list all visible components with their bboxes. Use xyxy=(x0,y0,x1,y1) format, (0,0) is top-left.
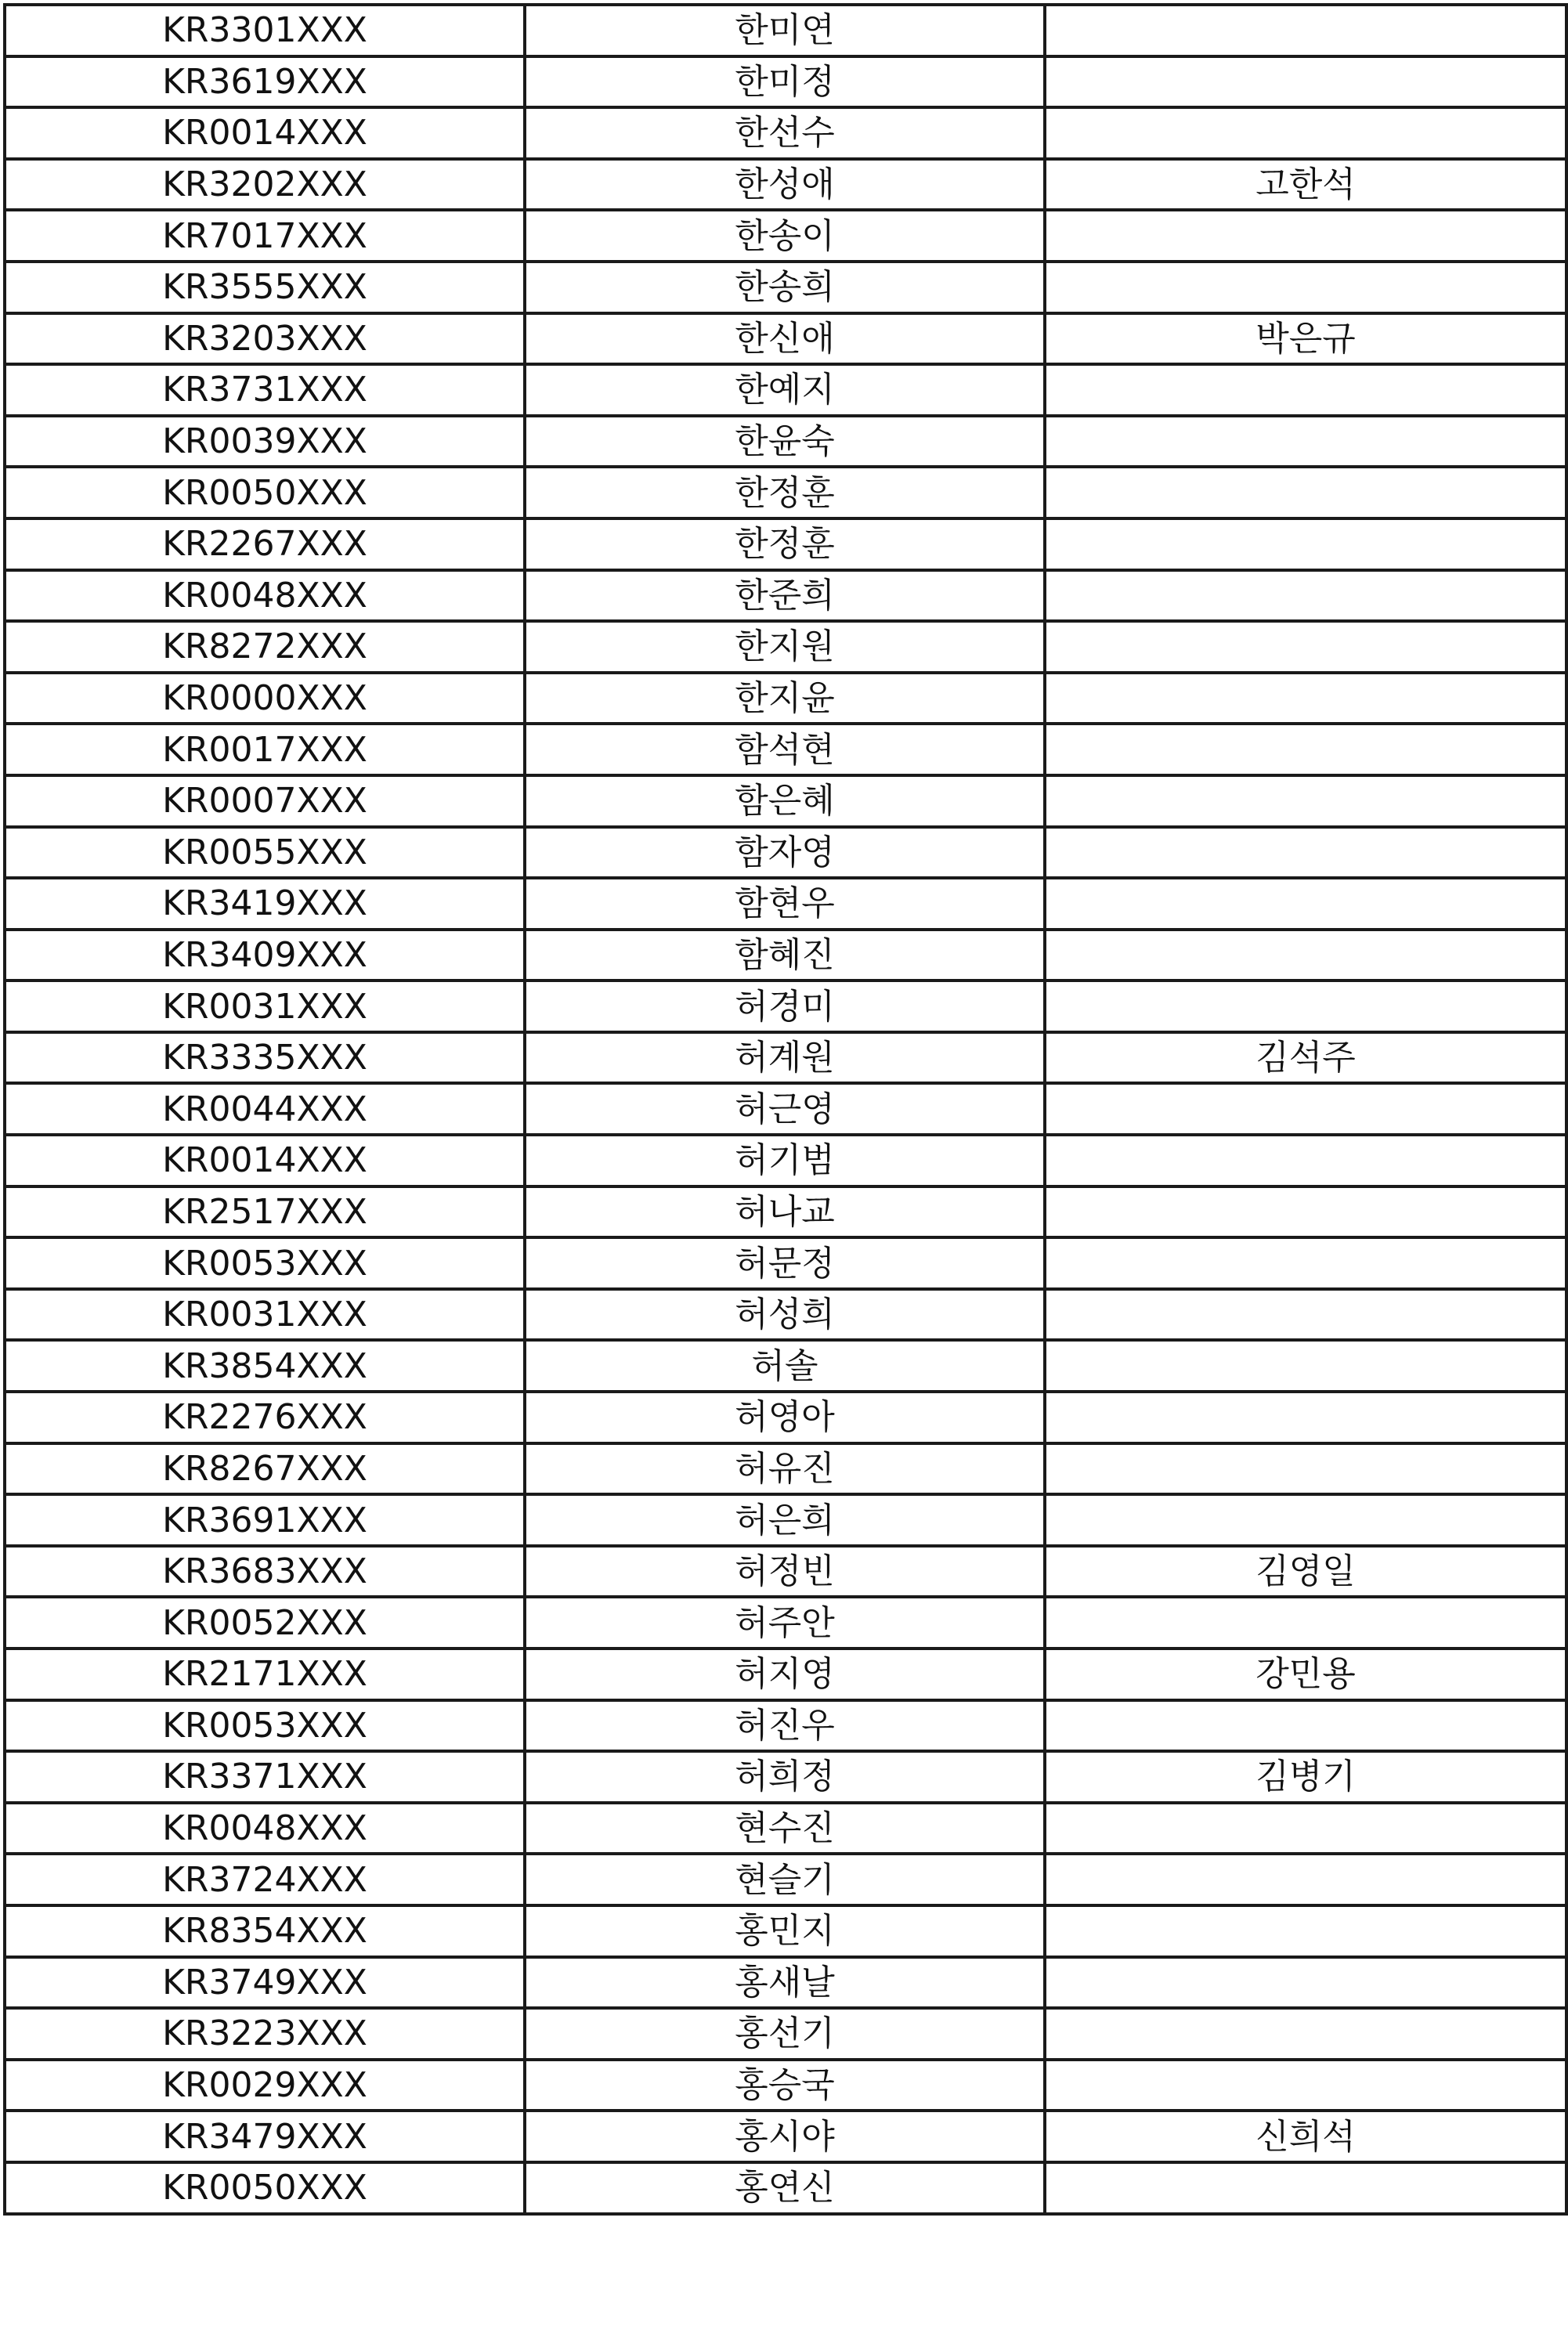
cell-id: KR8267XXX xyxy=(5,1443,525,1495)
cell-note xyxy=(1045,210,1566,262)
cell-note: 김영일 xyxy=(1045,1546,1566,1598)
cell-note xyxy=(1045,1340,1566,1392)
cell-note xyxy=(1045,1803,1566,1854)
cell-name: 허문정 xyxy=(525,1237,1045,1289)
table-row xyxy=(5,827,1566,879)
cell-name: 허성희 xyxy=(525,1289,1045,1341)
table-row xyxy=(5,1340,1566,1392)
cell-id: KR0031XXX xyxy=(5,1289,525,1341)
roster-sheet xyxy=(3,3,1565,2216)
cell-id: KR3223XXX xyxy=(5,2008,525,2060)
table-row xyxy=(5,313,1566,365)
cell-id: KR2517XXX xyxy=(5,1186,525,1238)
cell-name: 함석현 xyxy=(525,724,1045,775)
cell-name: 현수진 xyxy=(525,1803,1045,1854)
cell-name: 허경미 xyxy=(525,980,1045,1032)
cell-note xyxy=(1045,1135,1566,1186)
cell-note xyxy=(1045,930,1566,981)
cell-id: KR0053XXX xyxy=(5,1237,525,1289)
cell-note xyxy=(1045,878,1566,930)
cell-id: KR0014XXX xyxy=(5,1135,525,1186)
cell-id: KR8354XXX xyxy=(5,1905,525,1957)
table-row xyxy=(5,2008,1566,2060)
cell-note xyxy=(1045,107,1566,159)
cell-note: 강민용 xyxy=(1045,1649,1566,1700)
table-row xyxy=(5,1905,1566,1957)
cell-note xyxy=(1045,467,1566,518)
cell-name: 함혜진 xyxy=(525,930,1045,981)
cell-note xyxy=(1045,724,1566,775)
table-row xyxy=(5,364,1566,416)
table-row xyxy=(5,1186,1566,1238)
cell-note: 신희석 xyxy=(1045,2111,1566,2162)
cell-name: 허유진 xyxy=(525,1443,1045,1495)
cell-id: KR0055XXX xyxy=(5,827,525,879)
cell-note xyxy=(1045,1083,1566,1135)
cell-name: 한송희 xyxy=(525,262,1045,313)
cell-id: KR7017XXX xyxy=(5,210,525,262)
cell-note xyxy=(1045,827,1566,879)
cell-name: 허기범 xyxy=(525,1135,1045,1186)
cell-id: KR2276XXX xyxy=(5,1392,525,1443)
table-row xyxy=(5,878,1566,930)
cell-name: 허근영 xyxy=(525,1083,1045,1135)
table-row xyxy=(5,416,1566,468)
table-row xyxy=(5,1135,1566,1186)
cell-note xyxy=(1045,56,1566,108)
cell-name: 허지영 xyxy=(525,1649,1045,1700)
table-row xyxy=(5,980,1566,1032)
cell-name: 한준희 xyxy=(525,570,1045,622)
cell-name: 허진우 xyxy=(525,1700,1045,1752)
cell-name: 허희정 xyxy=(525,1751,1045,1803)
cell-id: KR2171XXX xyxy=(5,1649,525,1700)
table-row xyxy=(5,1751,1566,1803)
cell-name: 한지윤 xyxy=(525,673,1045,724)
table-row xyxy=(5,159,1566,211)
cell-name: 한미연 xyxy=(525,5,1045,56)
cell-note: 박은규 xyxy=(1045,313,1566,365)
cell-note xyxy=(1045,518,1566,570)
cell-note xyxy=(1045,1905,1566,1957)
cell-id: KR3555XXX xyxy=(5,262,525,313)
cell-id: KR3731XXX xyxy=(5,364,525,416)
cell-note xyxy=(1045,980,1566,1032)
cell-name: 홍민지 xyxy=(525,1905,1045,1957)
cell-id: KR3202XXX xyxy=(5,159,525,211)
table-row xyxy=(5,1032,1566,1084)
cell-name: 허은희 xyxy=(525,1494,1045,1546)
cell-id: KR3335XXX xyxy=(5,1032,525,1084)
cell-note xyxy=(1045,570,1566,622)
cell-name: 현슬기 xyxy=(525,1854,1045,1905)
roster-table-body xyxy=(5,5,1566,2214)
cell-name: 홍새날 xyxy=(525,1957,1045,2009)
table-row xyxy=(5,1237,1566,1289)
table-row xyxy=(5,1494,1566,1546)
cell-name: 함은혜 xyxy=(525,775,1045,827)
cell-name: 허나교 xyxy=(525,1186,1045,1238)
table-row xyxy=(5,1649,1566,1700)
cell-id: KR0044XXX xyxy=(5,1083,525,1135)
table-row xyxy=(5,1803,1566,1854)
cell-name: 홍선기 xyxy=(525,2008,1045,2060)
cell-note xyxy=(1045,416,1566,468)
cell-note xyxy=(1045,2008,1566,2060)
cell-id: KR3724XXX xyxy=(5,1854,525,1905)
cell-note: 김병기 xyxy=(1045,1751,1566,1803)
cell-name: 한정훈 xyxy=(525,467,1045,518)
table-row xyxy=(5,1597,1566,1649)
cell-note xyxy=(1045,1597,1566,1649)
cell-name: 한성애 xyxy=(525,159,1045,211)
cell-id: KR0017XXX xyxy=(5,724,525,775)
cell-note xyxy=(1045,1443,1566,1495)
cell-note xyxy=(1045,1494,1566,1546)
cell-name: 한지원 xyxy=(525,621,1045,673)
cell-id: KR0053XXX xyxy=(5,1700,525,1752)
cell-id: KR8272XXX xyxy=(5,621,525,673)
cell-id: KR3619XXX xyxy=(5,56,525,108)
cell-note xyxy=(1045,775,1566,827)
table-row xyxy=(5,262,1566,313)
cell-id: KR0007XXX xyxy=(5,775,525,827)
cell-name: 홍승국 xyxy=(525,2060,1045,2111)
cell-id: KR0031XXX xyxy=(5,980,525,1032)
table-row xyxy=(5,1854,1566,1905)
table-row xyxy=(5,673,1566,724)
cell-note xyxy=(1045,621,1566,673)
cell-note xyxy=(1045,1957,1566,2009)
table-row xyxy=(5,2060,1566,2111)
cell-id: KR0050XXX xyxy=(5,467,525,518)
cell-name: 허계원 xyxy=(525,1032,1045,1084)
cell-note xyxy=(1045,5,1566,56)
table-row xyxy=(5,1392,1566,1443)
cell-id: KR0052XXX xyxy=(5,1597,525,1649)
cell-name: 한선수 xyxy=(525,107,1045,159)
cell-id: KR0014XXX xyxy=(5,107,525,159)
table-row xyxy=(5,621,1566,673)
cell-id: KR3683XXX xyxy=(5,1546,525,1598)
cell-id: KR3203XXX xyxy=(5,313,525,365)
table-row xyxy=(5,56,1566,108)
table-row xyxy=(5,724,1566,775)
cell-id: KR3301XXX xyxy=(5,5,525,56)
cell-id: KR3749XXX xyxy=(5,1957,525,2009)
cell-id: KR0000XXX xyxy=(5,673,525,724)
table-row xyxy=(5,2162,1566,2214)
cell-name: 허솔 xyxy=(525,1340,1045,1392)
cell-note xyxy=(1045,1854,1566,1905)
cell-note xyxy=(1045,1700,1566,1752)
cell-id: KR2267XXX xyxy=(5,518,525,570)
cell-name: 한미정 xyxy=(525,56,1045,108)
cell-id: KR3371XXX xyxy=(5,1751,525,1803)
cell-id: KR3691XXX xyxy=(5,1494,525,1546)
cell-note xyxy=(1045,1237,1566,1289)
table-row xyxy=(5,1083,1566,1135)
table-row xyxy=(5,5,1566,56)
table-row xyxy=(5,1700,1566,1752)
cell-note xyxy=(1045,262,1566,313)
cell-note xyxy=(1045,673,1566,724)
cell-name: 허영아 xyxy=(525,1392,1045,1443)
cell-note xyxy=(1045,2060,1566,2111)
cell-note xyxy=(1045,1289,1566,1341)
cell-name: 한신애 xyxy=(525,313,1045,365)
cell-name: 허정빈 xyxy=(525,1546,1045,1598)
cell-note xyxy=(1045,1186,1566,1238)
cell-name: 한윤숙 xyxy=(525,416,1045,468)
cell-id: KR3479XXX xyxy=(5,2111,525,2162)
table-row xyxy=(5,1443,1566,1495)
cell-id: KR3419XXX xyxy=(5,878,525,930)
table-row xyxy=(5,107,1566,159)
table-row xyxy=(5,930,1566,981)
cell-id: KR0050XXX xyxy=(5,2162,525,2214)
cell-name: 홍연신 xyxy=(525,2162,1045,2214)
table-row xyxy=(5,2111,1566,2162)
cell-name: 한송이 xyxy=(525,210,1045,262)
cell-id: KR0039XXX xyxy=(5,416,525,468)
cell-note: 고한석 xyxy=(1045,159,1566,211)
table-row xyxy=(5,570,1566,622)
cell-id: KR0048XXX xyxy=(5,570,525,622)
cell-note xyxy=(1045,2162,1566,2214)
cell-id: KR0029XXX xyxy=(5,2060,525,2111)
cell-name: 함자영 xyxy=(525,827,1045,879)
table-row xyxy=(5,1289,1566,1341)
cell-name: 한정훈 xyxy=(525,518,1045,570)
table-row xyxy=(5,1957,1566,2009)
cell-id: KR3854XXX xyxy=(5,1340,525,1392)
table-row xyxy=(5,467,1566,518)
table-row xyxy=(5,1546,1566,1598)
cell-name: 홍시야 xyxy=(525,2111,1045,2162)
table-row xyxy=(5,775,1566,827)
cell-id: KR0048XXX xyxy=(5,1803,525,1854)
cell-id: KR3409XXX xyxy=(5,930,525,981)
table-row xyxy=(5,518,1566,570)
cell-name: 함현우 xyxy=(525,878,1045,930)
roster-table xyxy=(3,3,1568,2216)
cell-name: 한예지 xyxy=(525,364,1045,416)
table-row xyxy=(5,210,1566,262)
cell-note xyxy=(1045,1392,1566,1443)
cell-name: 허주안 xyxy=(525,1597,1045,1649)
cell-note xyxy=(1045,364,1566,416)
cell-note: 김석주 xyxy=(1045,1032,1566,1084)
